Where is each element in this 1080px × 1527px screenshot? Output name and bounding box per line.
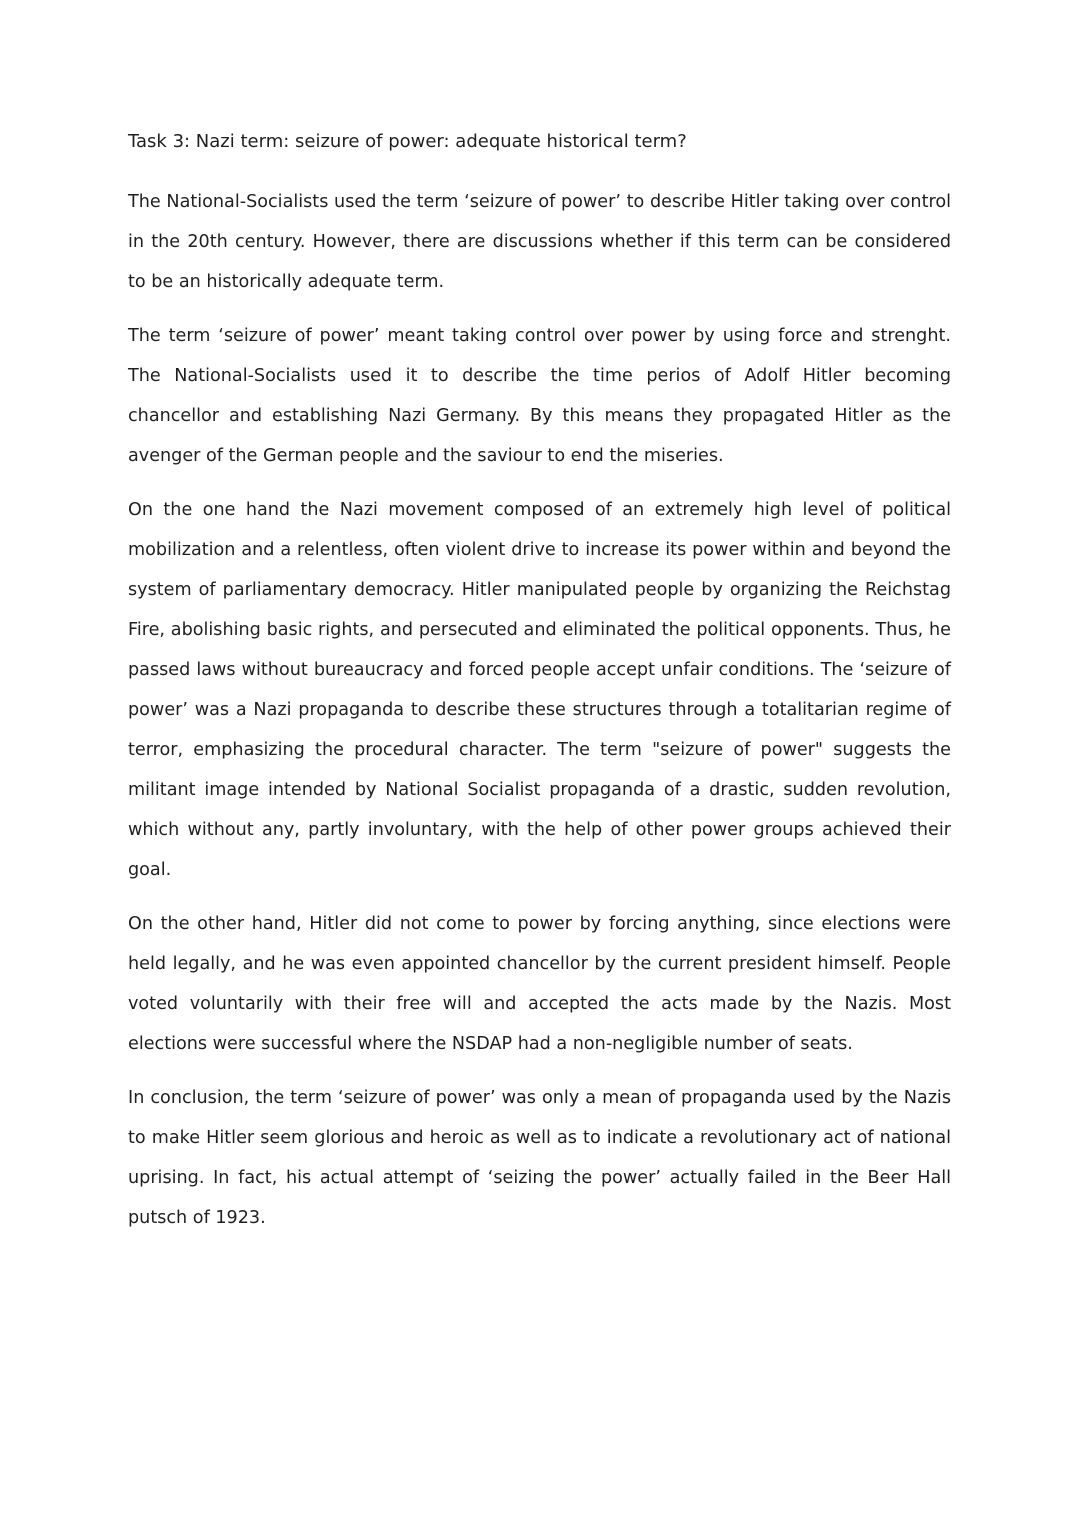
document-title: Task 3: Nazi term: seizure of power: adequate historical term?	[128, 131, 687, 152]
paragraph-one-hand: On the one hand the Nazi movement composed of an extremely high level of political mobilization and a relentless, often violent drive to increase its power within and beyond the system of parliamentary democracy. Hitler manipulated people by organizing the Reichstag Fire, abolishing basic rights, and persecuted and eliminated the political opponents. Thus, he passed laws without bureaucracy and forced people accept unfair conditions. The ‘seizure of power’ was a Nazi propaganda to describe these structures through a totalitarian regime of terror, emphasizing the procedural character. The term "seizure of power" suggests the militant image intended by National Socialist propaganda of a drastic, sudden revolution, which without any, partly involuntary, with the help of other power groups achieved their goal.	[128, 500, 951, 880]
paragraph-conclusion: In conclusion, the term ‘seizure of power’ was only a mean of propaganda used by the Nazis to make Hitler seem glorious and heroic as well as to indicate a revolutionary act of national uprising. In fact, his actual attempt of ‘seizing the power’ actually failed in the Beer Hall putsch of 1923.	[128, 1088, 951, 1228]
paragraph-introduction: The National-Socialists used the term ‘seizure of power’ to describe Hitler taking over control in the 20th century. However, there are discussions whether if this term can be considered to be an historically adequate term.	[128, 192, 951, 292]
paragraph-other-hand: On the other hand, Hitler did not come to power by forcing anything, since elections were held legally, and he was even appointed chancellor by the current president himself. People voted voluntarily with their free will and accepted the acts made by the Nazis. Most elections were successful where the NSDAP had a non-negligible number of seats.	[128, 914, 951, 1054]
paragraph-definition: The term ‘seizure of power’ meant taking control over power by using force and strenght. The National-Socialists used it to describe the time perios of Adolf Hitler becoming chancellor and establishing Nazi Germany. By this means they propagated Hitler as the avenger of the German people and the saviour to end the miseries.	[128, 326, 951, 466]
document-page	[128, 128, 951, 1252]
